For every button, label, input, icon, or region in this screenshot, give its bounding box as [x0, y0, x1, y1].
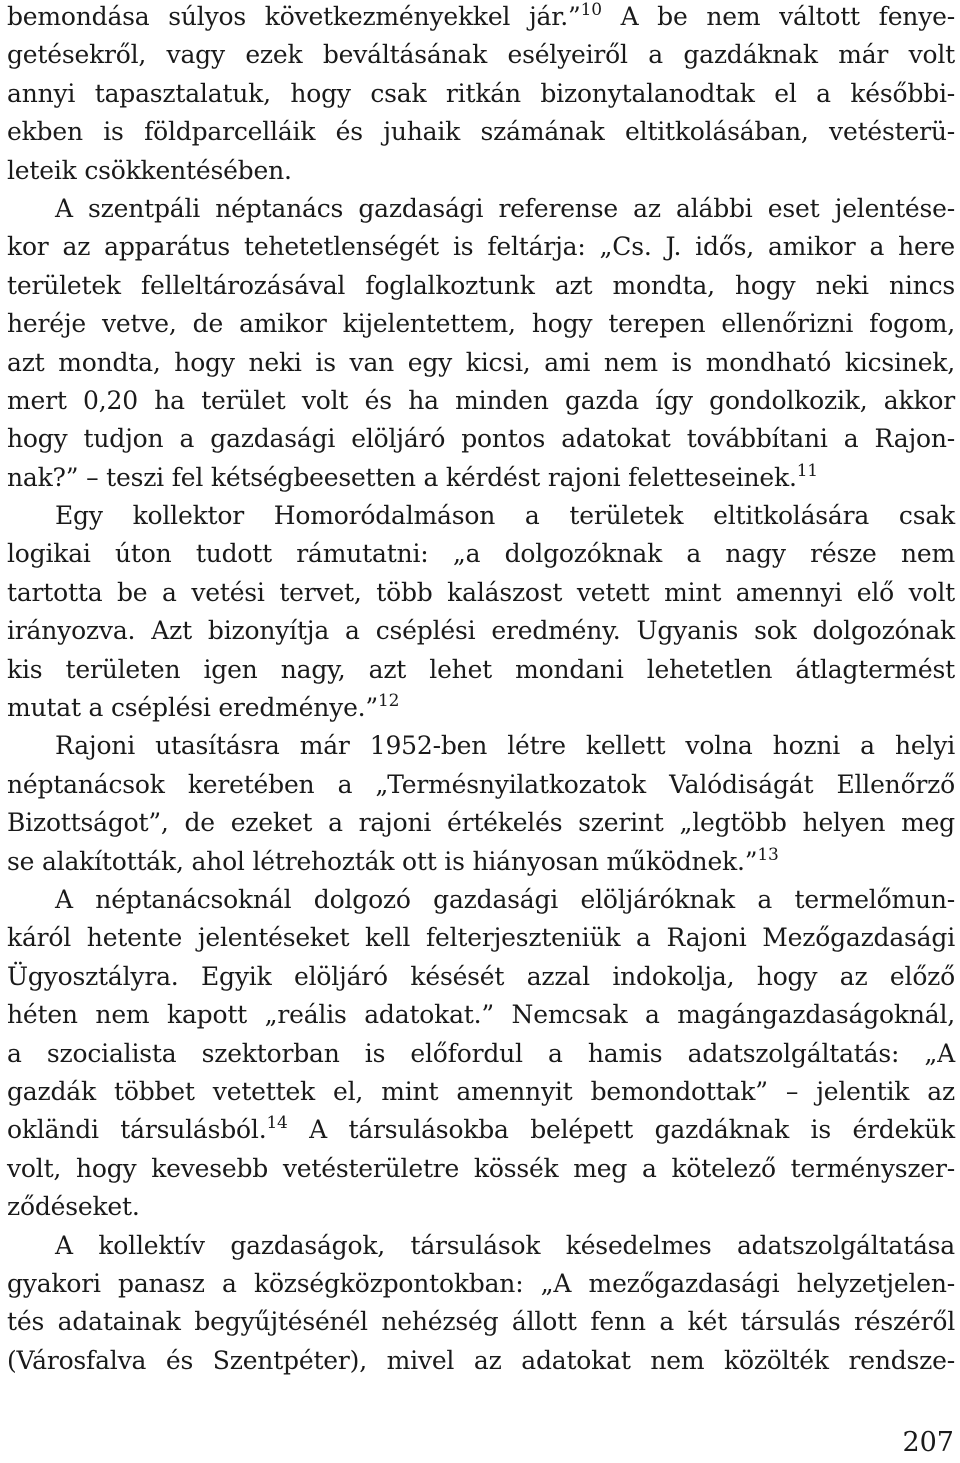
footnote-reference: 10: [580, 0, 602, 20]
line-text-continued: A be nem váltott fenye-: [601, 2, 955, 31]
text-line: [7, 152, 955, 190]
body-text: [7, 0, 955, 1380]
line-text: a szocialista szektorban is előfordul a hamis adatszolgáltatás: „A: [7, 1038, 955, 1068]
document-page: [7, 0, 955, 1380]
text-line: [7, 689, 955, 727]
line-text: mutat a cséplési eredménye.”: [7, 693, 378, 723]
text-line: [7, 382, 955, 420]
text-line: [7, 766, 955, 804]
line-text: A néptanácsoknál dolgozó gazdasági elöljáróknak a termelőmun-: [55, 884, 955, 914]
line-text: kor az apparátus tehetetlenségét is feltárja: „Cs. J. idős, amikor a here: [7, 232, 955, 262]
text-line: [7, 113, 955, 151]
paragraph: [7, 497, 955, 727]
page-number: 207: [902, 1427, 954, 1458]
footnote-reference: 12: [378, 691, 400, 712]
line-text: héten nem kapott „reális adatokat.” Nemcsak a magángazdaságoknál,: [7, 1000, 955, 1030]
text-line: [7, 459, 955, 497]
footnote-reference: 13: [757, 844, 779, 865]
paragraph: [7, 881, 955, 1227]
line-text: Ügyosztályra. Egyik elöljáró késését azzal indokolja, hogy az előző: [7, 961, 955, 991]
text-line: [7, 1188, 955, 1226]
text-line: [7, 75, 955, 113]
text-line: [7, 228, 955, 266]
text-line: [7, 36, 955, 74]
line-text: ekben is földparcelláik és juhaik számának eltitkolásában, vetésterü-: [7, 117, 955, 147]
footnote-reference: 14: [266, 1113, 288, 1134]
footnote-reference: 11: [796, 460, 818, 481]
text-line: [7, 1035, 955, 1073]
line-text: mert 0,20 ha terület volt és ha minden gazda így gondolkozik, akkor: [7, 385, 955, 415]
text-line: [7, 1111, 955, 1149]
text-line: [7, 804, 955, 842]
line-text: tés adatainak begyűjtésénél nehézség állott fenn a két társulás részéről: [7, 1307, 955, 1337]
text-line: [7, 305, 955, 343]
line-text: Bizottságot”, de ezeket a rajoni értékelés szerint „legtöbb helyen meg: [7, 808, 955, 838]
line-text: leteik csökkentésében.: [7, 155, 292, 185]
text-line: [7, 574, 955, 612]
text-line: [7, 267, 955, 305]
text-line: [7, 1265, 955, 1303]
line-text: A kollektív gazdaságok, társulások késedelmes adatszolgáltatása: [55, 1230, 955, 1260]
text-line: [7, 1073, 955, 1111]
text-line: [7, 1150, 955, 1188]
text-line: [7, 651, 955, 689]
line-text: területek felleltározásával foglalkoztunk azt mondta, hogy neki nincs: [7, 270, 955, 300]
text-line: [7, 535, 955, 573]
line-text: káról hetente jelentéseket kell felterjeszteniük a Rajoni Mezőgazdasági: [7, 923, 955, 953]
text-line: [7, 190, 955, 228]
line-text: okländi társulásból.: [7, 1115, 267, 1145]
text-line: [7, 996, 955, 1034]
text-line: [7, 344, 955, 382]
line-text: Egy kollektor Homoródalmáson a területek eltitkolására csak: [55, 501, 955, 531]
line-text-continued: A társulásokba belépett gazdáknak is érdekük: [287, 1115, 955, 1145]
line-text: bemondása súlyos következményekkel jár.”: [7, 2, 581, 31]
paragraph: [7, 0, 955, 190]
line-text: azt mondta, hogy neki is van egy kicsi, ami nem is mondható kicsinek,: [7, 347, 955, 377]
line-text: ződéseket.: [7, 1192, 140, 1222]
paragraph: [7, 1227, 955, 1381]
line-text: heréje vetve, de amikor kijelentettem, hogy terepen ellenőrizni fogom,: [7, 309, 955, 339]
paragraph: [7, 727, 955, 881]
text-line: [7, 1303, 955, 1341]
line-text: Rajoni utasításra már 1952-ben létre kellett volna hozni a helyi: [55, 731, 955, 761]
line-text: se alakították, ahol létrehozták ott is hiányosan működnek.”: [7, 846, 758, 876]
text-line: [7, 958, 955, 996]
line-text: gyakori panasz a községközpontokban: „A mezőgazdasági helyzetjelen-: [7, 1268, 955, 1298]
text-line: [7, 843, 955, 881]
line-text: nak?” – teszi fel kétségbeesetten a kérdést rajoni feletteseinek.: [7, 462, 797, 492]
text-line: [7, 420, 955, 458]
text-line: [7, 881, 955, 919]
line-text: gazdák többet vetettek el, mint amennyit bemondottak” – jelentik az: [7, 1076, 955, 1106]
line-text: annyi tapasztalatuk, hogy csak ritkán bizonytalanodtak el a későbbi-: [7, 78, 955, 108]
line-text: A szentpáli néptanács gazdasági referense az alábbi eset jelentése-: [55, 193, 955, 223]
text-line: [7, 0, 955, 36]
text-line: [7, 727, 955, 765]
line-text: kis területen igen nagy, azt lehet mondani lehetetlen átlagtermést: [7, 654, 955, 684]
line-text: volt, hogy kevesebb vetésterületre kössék meg a kötelező terményszer-: [7, 1153, 955, 1183]
text-line: [7, 497, 955, 535]
line-text: néptanácsok keretében a „Termésnyilatkozatok Valódiságát Ellenőrző: [7, 769, 955, 799]
paragraph: [7, 190, 955, 497]
line-text: hogy tudjon a gazdasági elöljáró pontos adatokat továbbítani a Rajon-: [7, 424, 955, 454]
line-text: (Városfalva és Szentpéter), mivel az adatokat nem közölték rendsze-: [7, 1345, 955, 1375]
text-line: [7, 919, 955, 957]
text-line: [7, 612, 955, 650]
line-text: getésekről, vagy ezek beváltásának esélyeiről a gazdáknak már volt: [7, 40, 955, 70]
text-line: [7, 1342, 955, 1380]
line-text: tartotta be a vetési tervet, több kalászost vetett mint amennyi elő volt: [7, 577, 955, 607]
line-text: logikai úton tudott rámutatni: „a dolgozóknak a nagy része nem: [7, 539, 955, 569]
line-text: irányozva. Azt bizonyítja a cséplési eredmény. Ugyanis sok dolgozónak: [7, 616, 955, 646]
text-line: [7, 1227, 955, 1265]
